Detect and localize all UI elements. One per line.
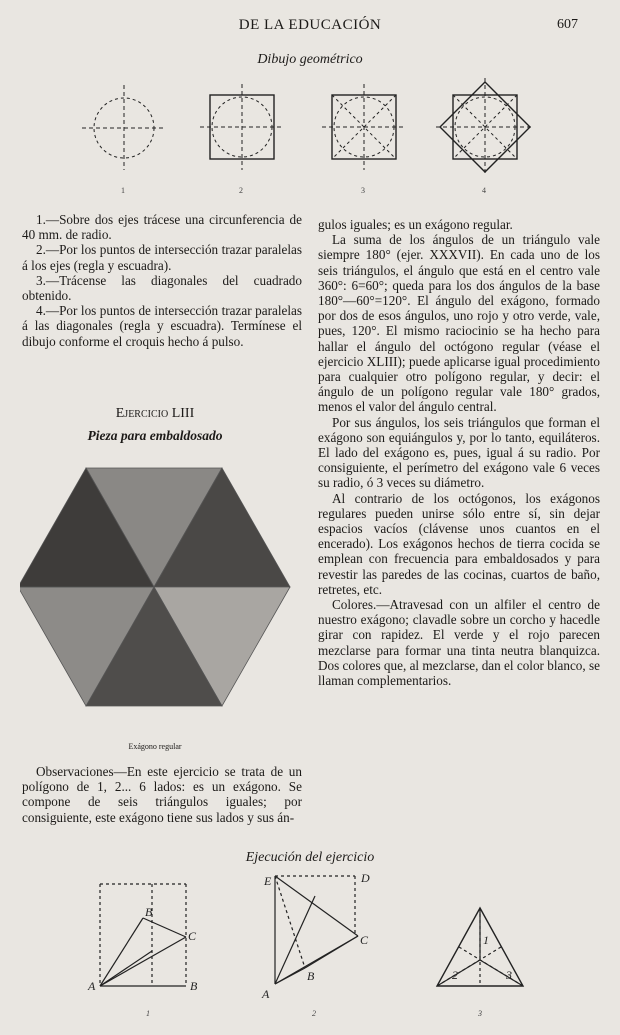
exercise-title: Ejercicio LIII <box>115 406 195 421</box>
point-label-b2: B <box>190 979 198 993</box>
exercise-subtitle: Pieza para embaldosado <box>87 428 223 443</box>
execution-label-2: 2 <box>312 1009 316 1018</box>
figure-2-square <box>200 84 284 170</box>
figure-label-1: 1 <box>121 186 125 195</box>
observations-text: Observaciones—En este ejercicio se trata de un polígono de 1, 2... 6 lados: es un exágono. Se compone de seis triángulos iguales; por consiguiente, este exágono tiene sus lados y sus án- <box>22 764 302 825</box>
figure-1-circle-axes <box>82 85 166 170</box>
hexagon-caption: Exágono regular <box>128 742 182 751</box>
running-header: DE LA EDUCACIÓN <box>238 17 382 33</box>
instruction-4: 4.—Por los puntos de intersección trazar paralelas á las diagonales (regla y escuadra). Termínese el dibujo conforme el croquis hecho á pulso. <box>22 303 302 349</box>
region-label-1: 1 <box>483 933 489 947</box>
point-label-d: D <box>361 871 370 885</box>
paragraph-equilateral: Por sus ángulos, los seis triángulos que forman el exágono son equiángulos y, por lo tanto, equiláteros. El lado del exágono es, pues, igual á su radio. Por consiguiente, el perímetro del exágono vale 6 veces su radio, ó 3 veces su diámetro. <box>318 414 600 491</box>
region-label-2: 2 <box>452 968 458 982</box>
figure-3-diagonals <box>322 84 406 170</box>
paragraph-tiling: Al contrario de los octógonos, los exágonos regulares pueden unirse sólo entre sí, sin dejar espacios vacíos (clávense unos cuantos en el encerado). Los exágonos hechos de tierra cocida se emplean con frecuencia para embaldosados y para revestir las paredes de las cocinas, cuartos de baño, retretes, etc. <box>318 490 600 597</box>
section-title: Dibujo geométrico <box>257 52 363 67</box>
paragraph-angles: La suma de los ángulos de un triángulo vale siempre 180° (ejer. XXXVII). En cada uno de los seis triángulos, el ángulo que está en el centro vale 360°: 6=60°; queda para los dos ángulos de la base 180°—60°=120°. El ángulo del exágono, formado por dos de esos ángulos, uno rojo y otro verde, vale, pues, 120°. El mismo raciocinio se ha hecho para hallar el ángulo del octógono regular (véase el ejercicio XLIII); puede aplicarse igual procedimiento para cualquier otro polígono regular, y decir: el ángulo de un polígono regular vale 180° grados, menos el valor del ángulo central. <box>318 232 600 415</box>
figure-label-2: 2 <box>239 186 243 195</box>
region-label-3: 3 <box>506 968 512 982</box>
instructions-block <box>22 212 302 349</box>
point-label-a: A <box>88 979 96 993</box>
instruction-2: 2.—Por los puntos de intersección trazar paralelas á los ejes (regla y escuadra). <box>22 242 302 273</box>
instruction-1: 1.—Sobre dos ejes trácese una circunferencia de 40 mm. de radio. <box>22 212 302 243</box>
hexagon-tile <box>20 450 310 740</box>
instruction-3: 3.—Trácense las diagonales del cuadrado obtenido. <box>22 272 302 304</box>
execution-figure-1 <box>100 884 186 986</box>
point-label-c: C <box>188 929 197 943</box>
observations-block <box>22 764 302 825</box>
page-number: 607 <box>557 17 578 32</box>
paragraph-continuation: gulos iguales; es un exágono regular. <box>318 217 513 232</box>
execution-figures <box>0 866 620 1035</box>
point-label-a2: A <box>262 987 270 1001</box>
figure-label-4: 4 <box>482 186 486 195</box>
execution-label-3: 3 <box>478 1009 482 1018</box>
figure-label-3: 3 <box>361 186 365 195</box>
point-label-c2: C <box>360 933 369 947</box>
point-label-b: B <box>145 905 153 919</box>
point-label-e: E <box>264 874 272 888</box>
point-label-b3: B <box>307 969 315 983</box>
top-figures <box>0 70 620 200</box>
execution-label-1: 1 <box>146 1009 150 1018</box>
paragraph-colors: Colores.—Atravesad con un alfiler el centro de nuestro exágono; clavadle sobre un corcho y hacedle girar con rapidez. El verde y el rojo parecen mezclarse para formar una tinta neutra blanquizca. Dos colores que, al mezclarse, dan el color blanco, se llaman complementarios. <box>318 597 600 689</box>
execution-title: Ejecución del ejercicio <box>245 850 375 865</box>
figure-4-octagon <box>436 78 534 176</box>
right-column-text <box>318 217 600 688</box>
execution-figure-2 <box>275 876 358 984</box>
